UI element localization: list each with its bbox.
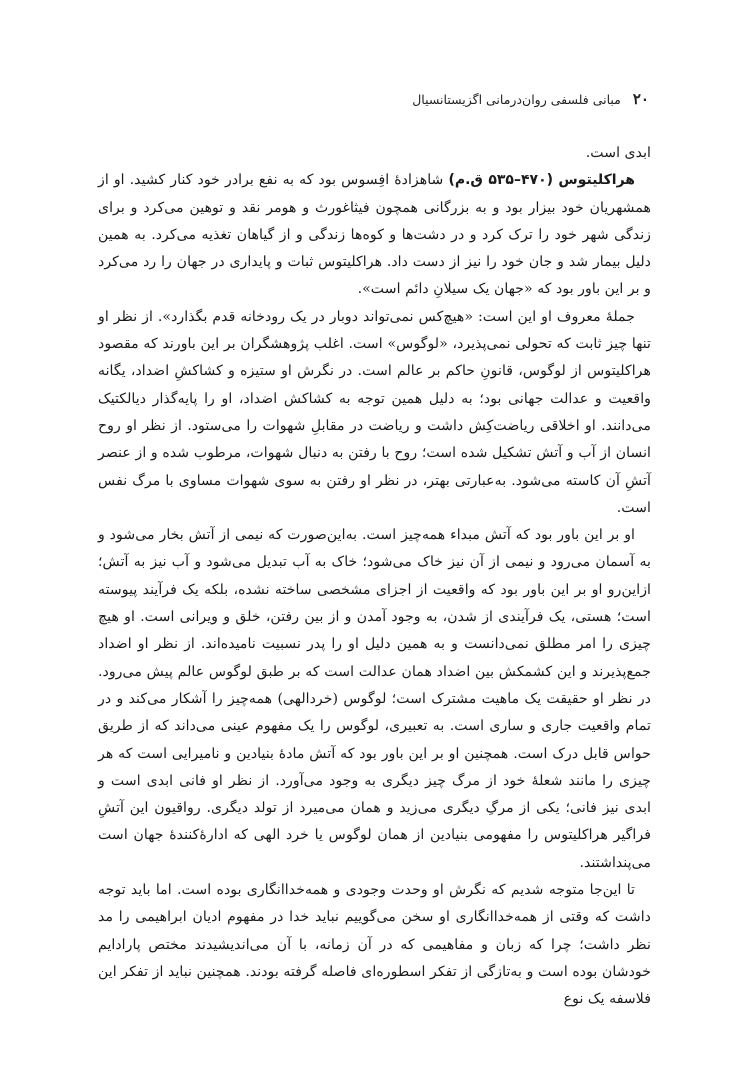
running-title: مبانی فلسفی روان‌درمانی اگزیستانسیال xyxy=(412,91,621,107)
page-header xyxy=(112,88,649,110)
paragraph-text: ابدی است. xyxy=(585,145,651,161)
body-text xyxy=(98,140,651,1014)
paragraph-text: تا این‌جا متوجه شدیم که نگرش او وحدت وجودی و همه‌خداانگاری بوده است. اما باید توجه داشت که وقتی از همه‌خداانگاری او سخن می‌گوییم نباید خدا در مفهوم ادیان ابراهیمی را مد نظر داشت؛ چرا که زبان و مفاهیمی که در آن زمانه، با آن می‌اندیشیدند مختص پارادایم خودشان بوده است و به‌تازگی از تفکر اسطوره‌ای فاصله گرفته بودند. همچنین نباید از تفکر این فلاسفه یک نوع xyxy=(98,882,651,1008)
bold-heading-term: هراکلیتوس (۴۷۰–۵۳۵ ق.م) xyxy=(448,172,636,189)
paragraph-text: شاهزادهٔ افِسوس بود که به نفع برادر خود کنار کشید. او از همشهریان خود بیزار بود و به بزرگانی همچون فیثاغورث و هومر نقد و توهین می‌کرد و برای زندگی شهر خود را ترک کرد و در دشت‌ها و کوه‌ها زندگی و از گیاهان تغذیه می‌کرد. به همین دلیل بیمار شد و جان خود را نیز از دست داد. هراکلیتوس ثبات و پایداری در جهان را رد می‌کرد و بر این باور بود که «جهان یک سیلانِ دائم است». xyxy=(98,172,651,298)
paragraph xyxy=(98,140,651,167)
page-number: ۲۰ xyxy=(632,90,649,108)
paragraph-text: او بر این باور بود که آتش مبداء همه‌چیز است. به‌این‌صورت که نیمی از آتش بخار می‌شود و به آسمان می‌رود و نیمی از آن نیز خاک می‌شود؛ خاک به آب تبدیل می‌شود و آب نیز به آتش؛ ازاین‌رو او بر این باور بود که واقعیت از اجزای مشخصی ساخته نشده، بلکه یک فرآیند پیوسته است؛ هستی، یک فرآیندی از شدن، به وجود آمدن و از بین رفتن، خلق و ویرانی است. او هیچ چیزی را امر مطلق نمی‌دانست و به همین دلیل او را پدر نسبیت نامیده‌اند. از نظر او اضداد جمع‌پذیرند و این کشمکش بین اضداد همان عدالت است که بر طبق لوگوس عالم پیش می‌رود. در نظر او حقیقت یک ماهیت مشترک است؛ لوگوس (خردالهی) همه‌چیز را آشکار می‌کند و در تمام واقعیت جاری و ساری است. به تعبیری، لوگوس را یک مفهوم عینی می‌داند که از طریق حواس قابل درک است. همچنین او بر این باور بود که آتش مادهٔ بنیادین و نامیرایی است که هر چیزی را مانند شعلهٔ خود از مرگ چیز دیگری به وجود می‌آورد. از نظر او فانی ابدی است و ابدی نیز فانی؛ یکی از مرگِ دیگری می‌زید و همان می‌میرد از تولد دیگری. رواقیون این آتشِ فراگیر هراکلیتوس را مفهومی بنیادین از همان لوگوس یا خرد الهی که ادارهٔ‌کنندهٔ جهان است می‌پنداشتند. xyxy=(98,527,651,871)
paragraph xyxy=(98,522,651,877)
paragraph xyxy=(98,167,651,303)
paragraph-text: جملهٔ معروف او این است: «هیچ‌کس نمی‌تواند دوبار در یک رودخانه قدم بگذارد». از نظر او تنها چیز ثابت که تحولی نمی‌پذیرد، «لوگوس» است. اغلب پژوهشگران بر این باورند که مقصود هراکلیتوس از لوگوس، قانونِ حاکم بر عالم است. در نگرش او ستیزه و کشاکشِ اضداد، یگانه واقعیت و عدالت جهانی بود؛ به دلیل همین توجه به کشاکش اضداد، او را پایه‌گذار دیالکتیک می‌دانند. او اخلاقی ریاضت‌کِش داشت و ریاضت در مقابلِ شهوات را می‌ستود. از نظر او روح انسان از آب و آتش تشکیل شده است؛ روح با رفتن به دنبال شهوات، مرطوب شده و از عنصر آتشِ آن کاسته می‌شود. به‌عبارتی بهتر، در نظر او رفتن به سوی شهوات مساوی با مرگ نفس است. xyxy=(98,308,651,516)
paragraph xyxy=(98,304,651,522)
paragraph xyxy=(98,877,651,1013)
